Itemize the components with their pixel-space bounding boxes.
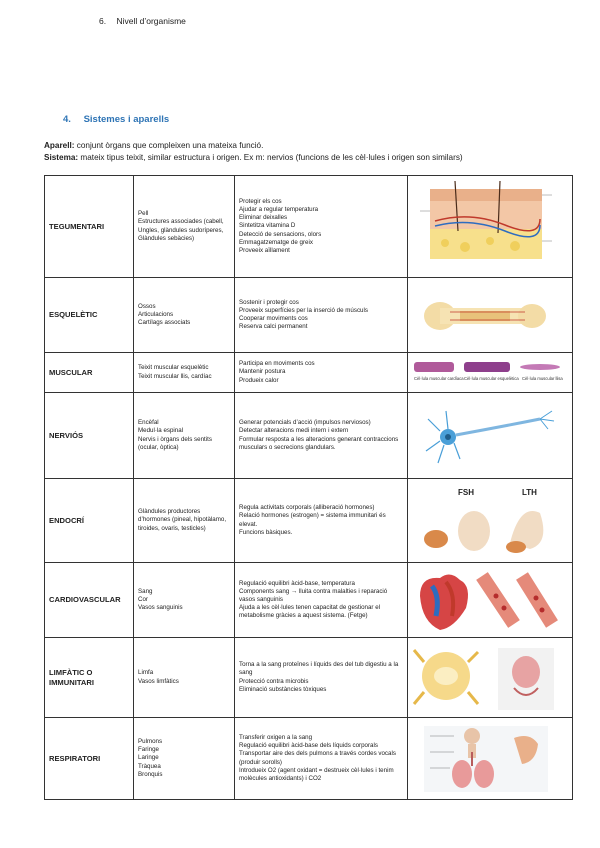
bone-diagram	[408, 278, 573, 353]
function-item: Torna a la sang proteïnes i líquids des del tub digestiu a la sang	[239, 661, 399, 677]
function-item: Produeix calor	[239, 376, 279, 384]
organ-item: Teixit muscular llis, cardíac	[138, 372, 212, 380]
system-name: ENDOCRÍ	[45, 479, 134, 563]
function-item: Cooperar moviments cos	[239, 315, 308, 322]
table-row	[45, 278, 573, 353]
system-name: CARDIOVASCULAR	[45, 563, 134, 638]
system-name: TEGUMENTARI	[45, 176, 134, 278]
organ-item: Ossos	[138, 302, 156, 310]
function-item: Regulació equilibri àcid-base dels líquids corporals	[239, 742, 378, 750]
organ-item: Pulmons	[138, 738, 163, 746]
system-functions	[235, 176, 408, 278]
organ-item: Articulacions	[138, 310, 174, 318]
organ-item: Vasos sanguinis	[138, 604, 183, 612]
smooth-cell-label: Cèl·lula muscular llisa	[522, 375, 563, 381]
systems-table	[44, 175, 573, 800]
system-name: ESQUELÈTIC	[45, 278, 134, 353]
system-organs	[134, 718, 235, 800]
muscle-cells-diagram	[408, 353, 573, 393]
function-item: Generar potencials d’acció (impulsos nerviosos)	[239, 419, 371, 427]
system-name: NERVIÓS	[45, 393, 134, 479]
table-row	[45, 176, 573, 278]
sistema-text: mateix tipus teixit, similar estructura i origen. Ex m: nervios (funcions de les cèl·lules i origen son similars)	[78, 153, 463, 162]
table-row	[45, 393, 573, 479]
system-functions	[235, 278, 408, 353]
function-item: Detecció de sensacions, olors	[239, 230, 322, 238]
neuron-diagram	[408, 393, 573, 479]
system-name: MUSCULAR	[45, 353, 134, 393]
table-row	[45, 718, 573, 800]
skin-diagram	[408, 176, 573, 278]
function-item: Protecció contra microbis	[239, 677, 309, 685]
system-functions	[235, 718, 408, 800]
function-item: Sostenir i protegir cos	[239, 298, 299, 306]
organ-item: Faringe	[138, 746, 159, 754]
aparell-label: Aparell:	[44, 141, 75, 150]
organ-item: Sang	[138, 587, 153, 595]
system-organs	[134, 176, 235, 278]
sistema-label: Sistema:	[44, 153, 79, 162]
function-item: Introdueix O2 (agent oxidant = destrueix cèl·lules i tenim molècules antioxidants) i CO2	[239, 766, 394, 782]
function-item: Proveeix superfícies per la inserció de músculs	[239, 306, 368, 314]
function-item: Funcions bàsiques.	[239, 528, 293, 536]
system-functions	[235, 353, 408, 393]
organ-item: Glàndules productores d’hormones (pineal, hipotàlamo, tiroides, ovaris, testicles)	[138, 508, 227, 532]
system-functions	[235, 393, 408, 479]
previous-heading	[99, 16, 186, 26]
function-item: Ajuda a les cèl·lules tenen capacitat de gestionar el metabolisme gràcies a aquest sistema. (Fetge)	[239, 604, 381, 620]
previous-heading-title: Nivell d’organisme	[116, 16, 186, 26]
organ-item: Estructures associades (cabell, Ungles, glàndules sudoríperes, Glàndules sebàcies)	[138, 218, 224, 242]
organ-item: Encèfal	[138, 419, 159, 427]
organ-item: Limfa	[138, 669, 154, 677]
system-organs	[134, 563, 235, 638]
function-item: Participa en moviments cos	[239, 360, 315, 368]
system-organs	[134, 638, 235, 718]
organ-item: Nervis i òrgans dels sentits (ocular, òptica)	[138, 435, 212, 451]
aparell-text: conjunt òrgans que compleixen una mateixa funció.	[74, 141, 264, 150]
function-item: Relació hormones (estrogen) = sistema immunitari és elevat.	[239, 512, 386, 528]
previous-heading-number: 6.	[99, 16, 107, 26]
lth-label: LTH	[522, 487, 537, 497]
organ-item: Vasos limfàtics	[138, 677, 179, 685]
table-row	[45, 479, 573, 563]
table-row	[45, 563, 573, 638]
table-row	[45, 638, 573, 718]
function-item: Sintetitza vitamina D	[239, 222, 296, 230]
function-item: Transportar aire des dels pulmons a través cordes vocals (produir sorolls)	[239, 750, 396, 766]
system-functions	[235, 479, 408, 563]
function-item: Regula activitats corporals (alliberació hormones)	[239, 504, 375, 512]
system-organs	[134, 353, 235, 393]
function-item: Protegir els cos	[239, 198, 282, 206]
function-item: Transferir oxigen a la sang	[239, 734, 313, 742]
organ-item: Cor	[138, 595, 148, 603]
table-row	[45, 353, 573, 393]
system-name: RESPIRATORI	[45, 718, 134, 800]
function-item: Regulació equilibri àcid-base, temperatura	[239, 579, 355, 587]
function-item: Formular resposta a les alteracions generant contraccions musculars o secrecions glandulars.	[239, 435, 399, 451]
system-functions	[235, 638, 408, 718]
function-item: Eliminar deixalles	[239, 214, 288, 222]
section-number: 4.	[63, 114, 71, 125]
function-item: Detectar alteracions medi intern i extern	[239, 427, 349, 435]
organ-item: Pell	[138, 210, 149, 218]
function-item: Emmagatzematge de greix	[239, 238, 313, 246]
function-item: Ajudar a regular temperatura	[239, 206, 319, 214]
fsh-label: FSH	[458, 487, 474, 497]
cardiac-cell-label: Cèl·lula muscular cardíaca	[414, 375, 464, 381]
system-name: LIMFÀTIC O IMMUNITARI	[45, 638, 134, 718]
organ-item: Cartílags associats	[138, 319, 191, 327]
function-item: Eliminació substàncies tòxiques	[239, 685, 327, 693]
lymphatic-diagram	[408, 638, 573, 718]
heart-vessels-diagram	[408, 563, 573, 638]
function-item: Components sang → lluita contra malalties i reparació vasos sanguinis	[239, 587, 388, 603]
system-organs	[134, 278, 235, 353]
organ-item: Laringe	[138, 754, 159, 762]
definition-sistema	[44, 153, 463, 162]
system-organs	[134, 479, 235, 563]
gland-diagram	[408, 479, 573, 563]
system-functions	[235, 563, 408, 638]
section-title: Sistemes i aparells	[83, 114, 170, 125]
section-heading	[63, 114, 169, 125]
function-item: Mantenir postura	[239, 368, 286, 376]
system-organs	[134, 393, 235, 479]
organ-item: Teixit muscular esquelètic	[138, 364, 209, 372]
organ-item: Tràquea	[138, 762, 161, 770]
function-item: Proveeix aïllament	[239, 246, 290, 254]
organ-item: Bronquis	[138, 770, 163, 778]
function-item: Reserva calci permanent	[239, 323, 308, 331]
definition-aparell	[44, 141, 263, 150]
respiratory-diagram	[408, 718, 573, 800]
skeletal-cell-label: Cèl·lula muscular esquelètica	[464, 375, 519, 381]
organ-item: Medul·la espinal	[138, 427, 184, 435]
